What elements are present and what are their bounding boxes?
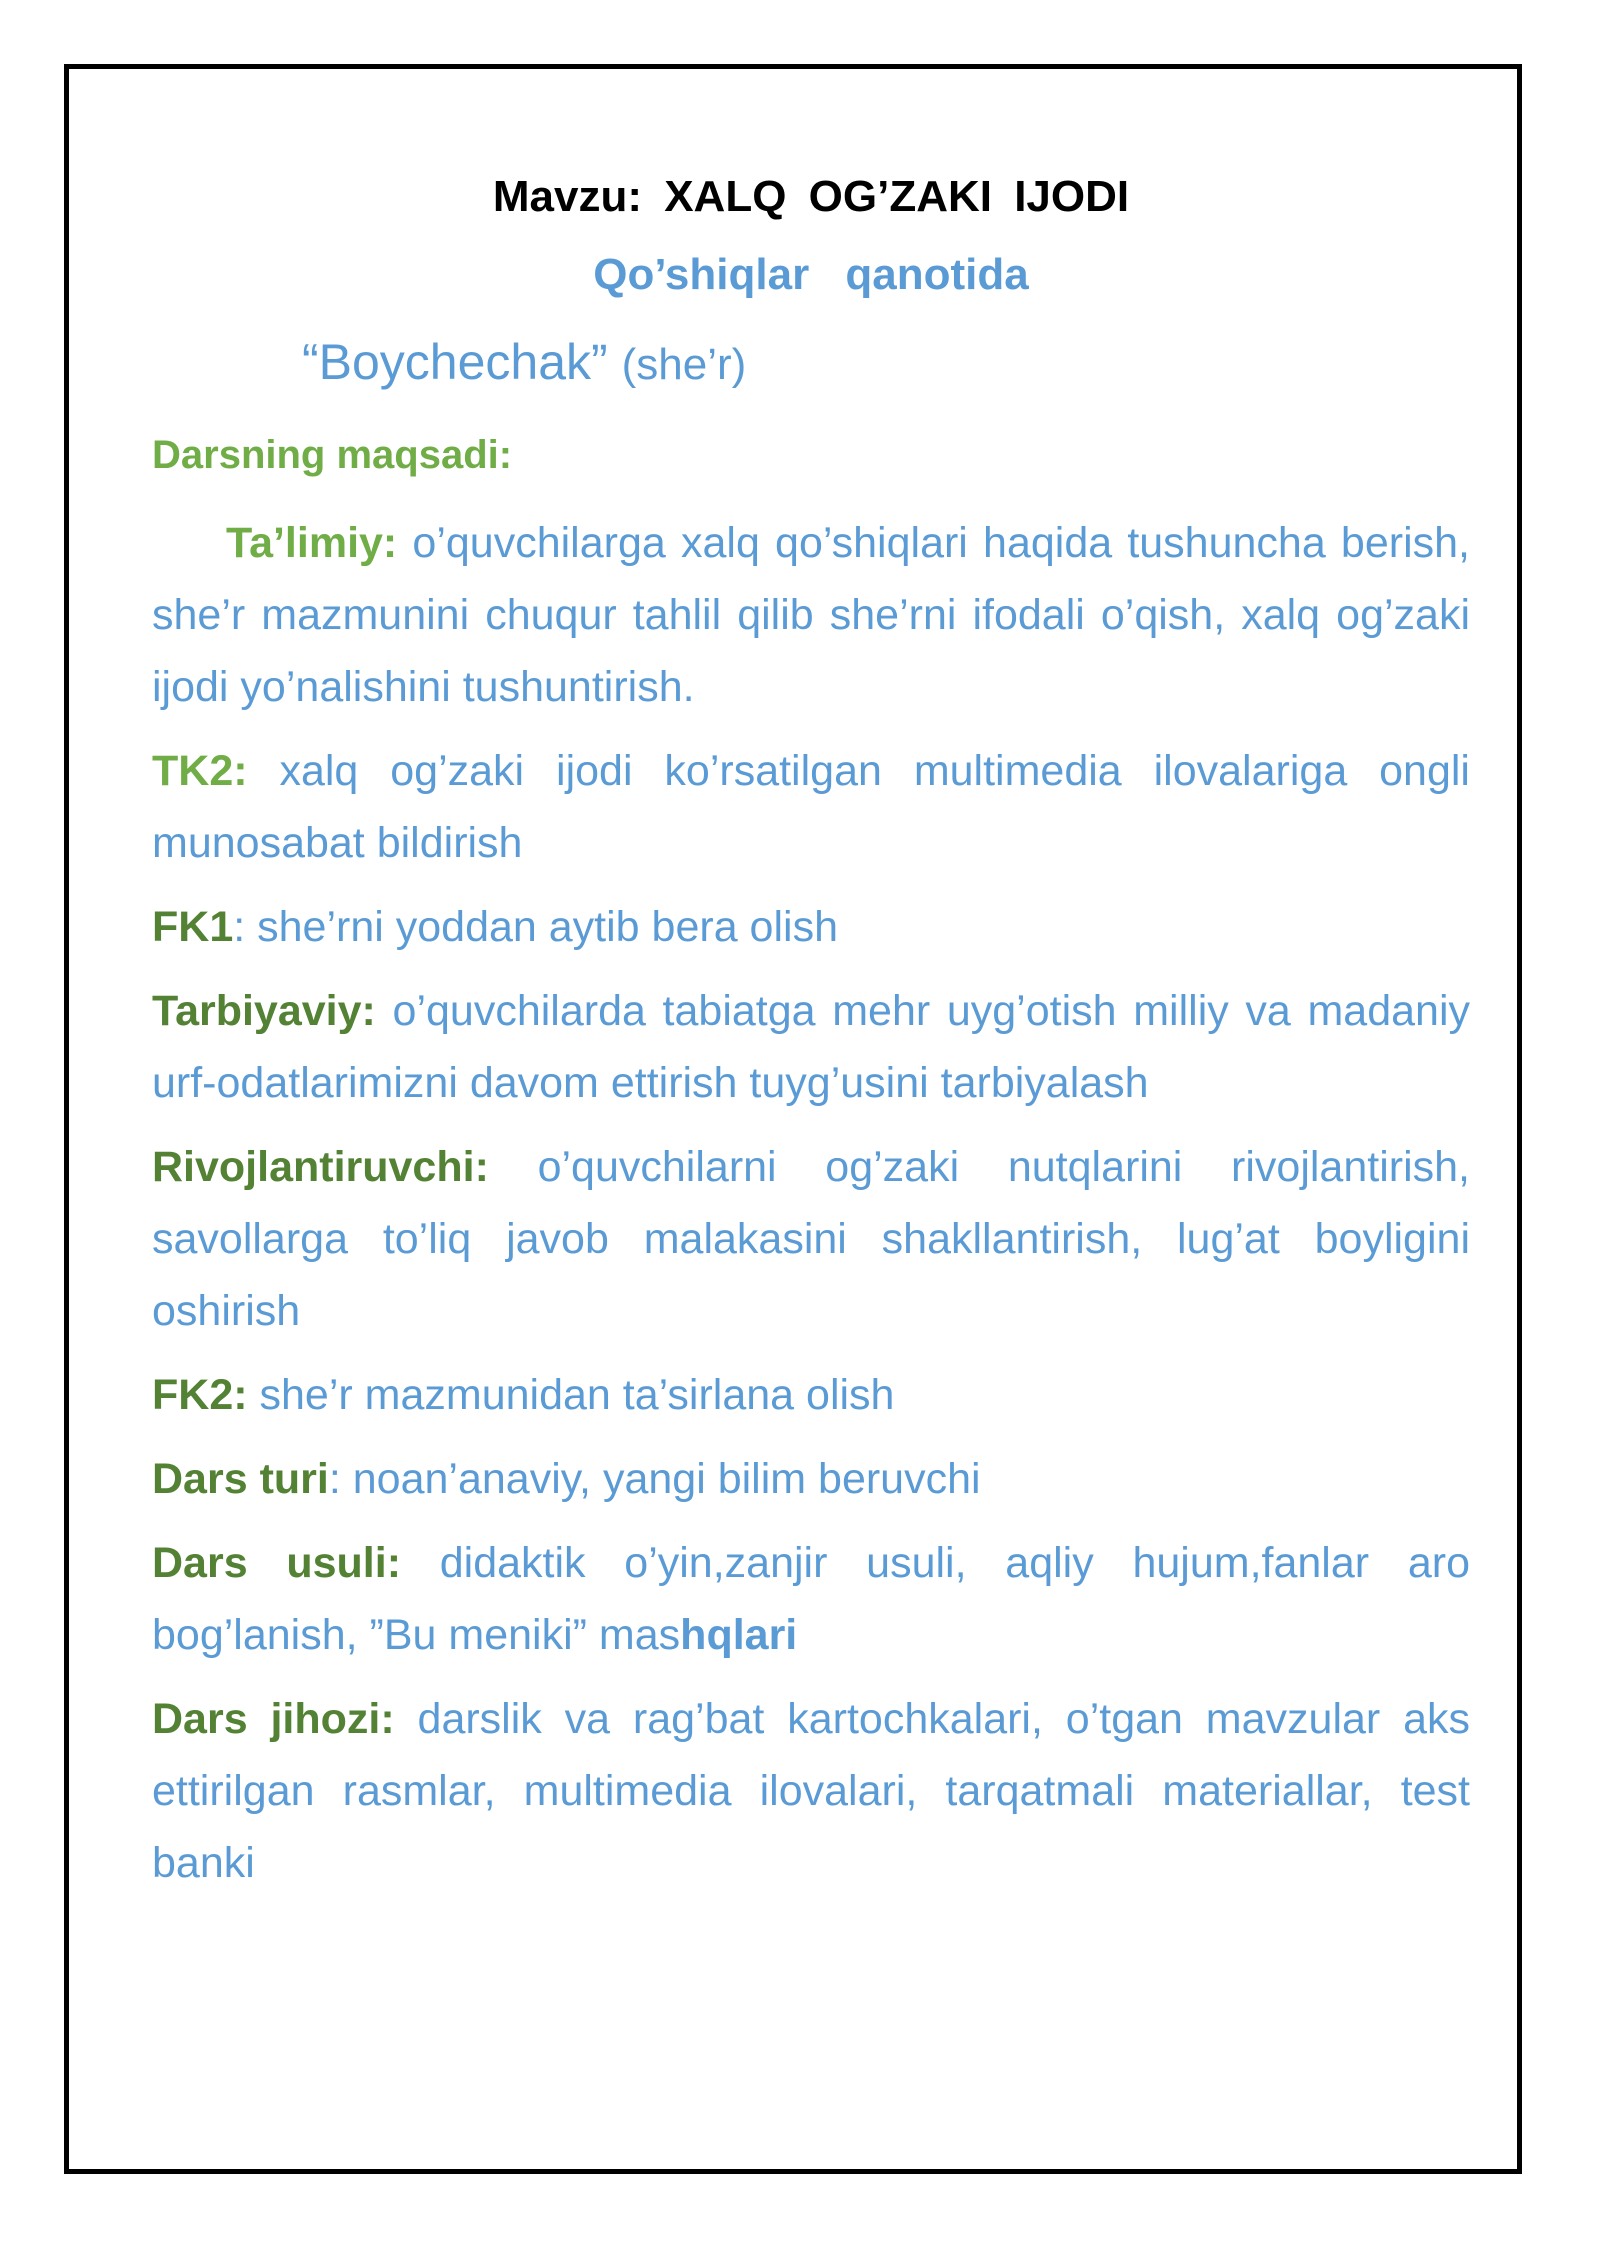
section-text: darslik va rag’bat kartochkalari, o’tgan mavzular aks ettirilgan rasmlar, multimedia ilovalari, tarqatmali materiallar, test banki: [152, 1695, 1470, 1887]
section-text: o’quvchilarni og’zaki nutqlarini rivojlantirish, savollarga to’liq javob malakasini shakllantirish, lug’at boyligini oshirish: [152, 1143, 1470, 1335]
section-label: FK1: [152, 903, 234, 951]
section-label: FK2:: [152, 1371, 248, 1419]
section-dars-turi: [152, 1443, 1470, 1515]
section-rivojlantiruvchi: [152, 1131, 1470, 1347]
section-text: xalq og’zaki ijodi ko’rsatilgan multimedia ilovalariga ongli munosabat bildirish: [152, 747, 1470, 867]
section-tarbiyaviy: [152, 975, 1470, 1119]
poem-title-line: [302, 322, 1470, 405]
document-body: [152, 160, 1470, 1899]
section-text: she’r mazmunidan ta’sirlana olish: [247, 1371, 895, 1419]
goal-heading: Darsning maqsadi:: [152, 433, 513, 477]
page-title: Mavzu: XALQ OG’ZAKI IJODI: [492, 172, 1130, 221]
section-label: Dars usuli:: [152, 1539, 402, 1587]
section-label: Tarbiyaviy:: [152, 987, 376, 1035]
section-dars-usuli: [152, 1527, 1470, 1671]
section-talimiy: [152, 507, 1470, 723]
page-subtitle: Qo’shiqlar qanotida: [593, 250, 1029, 299]
section-label: TK2:: [152, 747, 248, 795]
section-fk2: [152, 1359, 1470, 1431]
section-dars-jihozi: [152, 1683, 1470, 1899]
section-tk2: [152, 735, 1470, 879]
section-label: Dars jihozi:: [152, 1695, 395, 1743]
section-text: : noan’anaviy, yangi bilim beruvchi: [328, 1455, 981, 1503]
section-text: o’quvchilarga xalq qo’shiqlari haqida tushuncha berish, she’r mazmunini chuqur tahlil qilib she’rni ifodali o’qish, xalq og’zaki ijodi yo’nalishini tushuntirish.: [152, 519, 1470, 711]
section-text: : she’rni yoddan aytib bera olish: [233, 903, 838, 951]
poem-note: (she’r): [621, 340, 747, 389]
section-text-bold: hqlari: [680, 1611, 798, 1659]
section-fk1: [152, 891, 1470, 963]
section-text: didaktik o’yin,zanjir usuli, aqliy hujum,fanlar aro bog’lanish, ”Bu meniki” mas: [152, 1539, 1470, 1659]
section-label: Rivojlantiruvchi:: [152, 1143, 489, 1191]
poem-title: “Boychechak”: [302, 334, 608, 390]
section-text: o’quvchilarda tabiatga mehr uyg’otish milliy va madaniy urf-odatlarimizni davom ettirish tuyg’usini tarbiyalash: [152, 987, 1470, 1107]
section-label: Ta’limiy:: [226, 519, 398, 567]
section-label: Dars turi: [152, 1455, 329, 1503]
